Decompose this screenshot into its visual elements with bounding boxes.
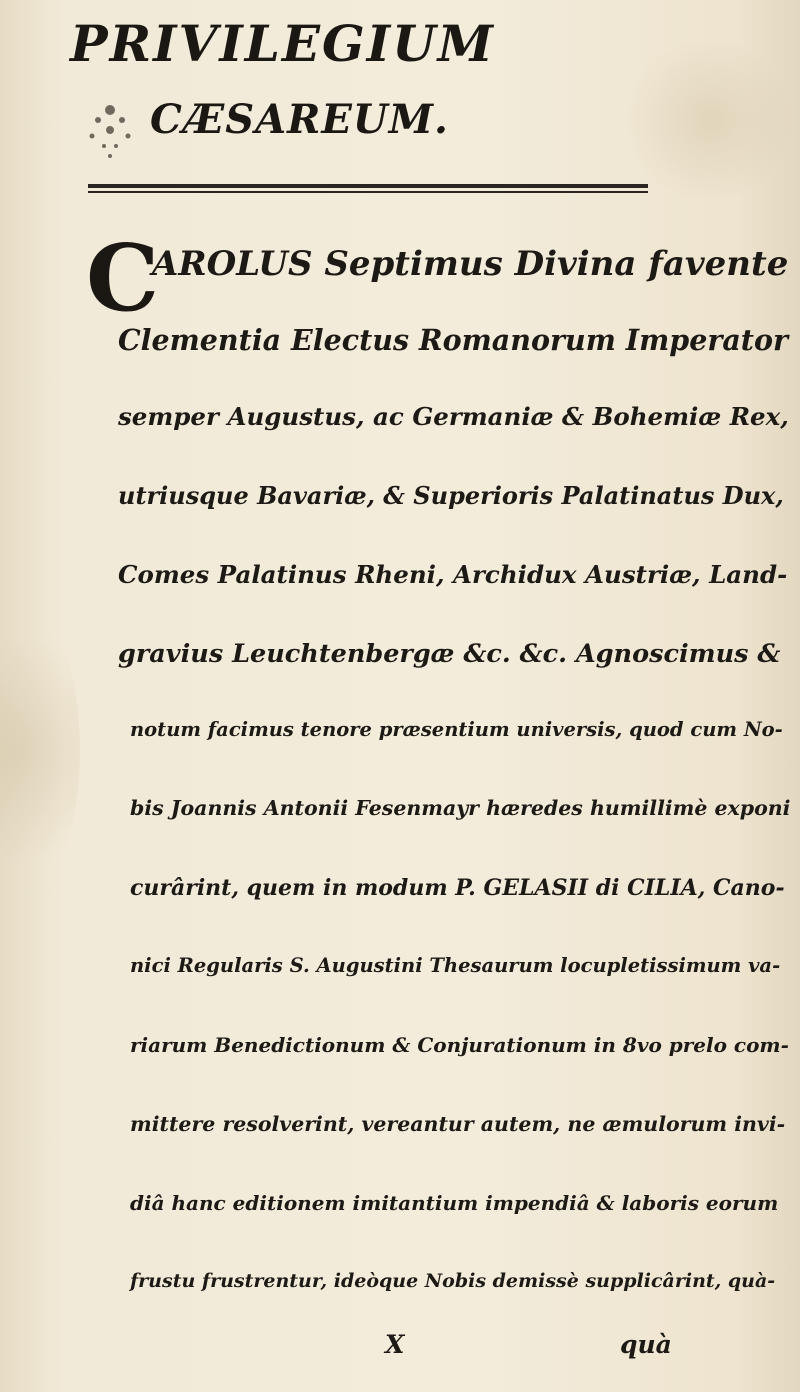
text-line: bis Joannis Antonii Fesenmayr hæredes humillimè exponi (130, 796, 791, 820)
text-line: AROLUS Septimus Divina favente (152, 244, 789, 284)
catchword: quà (620, 1330, 672, 1359)
title-rule-thick (88, 184, 648, 188)
text-line: gravius Leuchtenbergæ &c. &c. Agnoscimus & (118, 639, 781, 669)
title-line-1: PRIVILEGIUM (70, 14, 496, 73)
text-line: utriusque Bavariæ, & Superioris Palatinatus Dux, (118, 481, 784, 510)
paper-stain (0, 600, 80, 900)
text-line: nici Regularis S. Augustini Thesaurum locupletissimum va- (130, 954, 781, 977)
text-line: frustu frustrentur, ideòque Nobis demissè supplicârint, quà- (130, 1270, 776, 1292)
drop-capital: C (86, 224, 160, 332)
text-line: Comes Palatinus Rheni, Archidux Austriæ, Land- (118, 560, 788, 589)
text-line: diâ hanc editionem imitantium impendiâ & laboris eorum (130, 1191, 779, 1215)
text-line: mittere resolverint, vereantur autem, ne æmulorum invi- (130, 1112, 786, 1136)
signature-mark: X (385, 1330, 405, 1359)
text-line: semper Augustus, ac Germaniæ & Bohemiæ Rex, (118, 402, 789, 431)
printer-ornament-icon (70, 92, 150, 162)
text-line: curârint, quem in modum P. GELASII di CILIA, Cano- (130, 875, 785, 901)
title-line-2: CÆSAREUM. (150, 96, 449, 143)
text-line: riarum Benedictionum & Conjurationum in 8vo prelo com- (130, 1033, 789, 1057)
text-line: notum facimus tenore præsentium universis, quod cum No- (130, 718, 783, 741)
title-rule-thin (88, 191, 648, 193)
text-line: Clementia Electus Romanorum Imperator (118, 323, 789, 357)
